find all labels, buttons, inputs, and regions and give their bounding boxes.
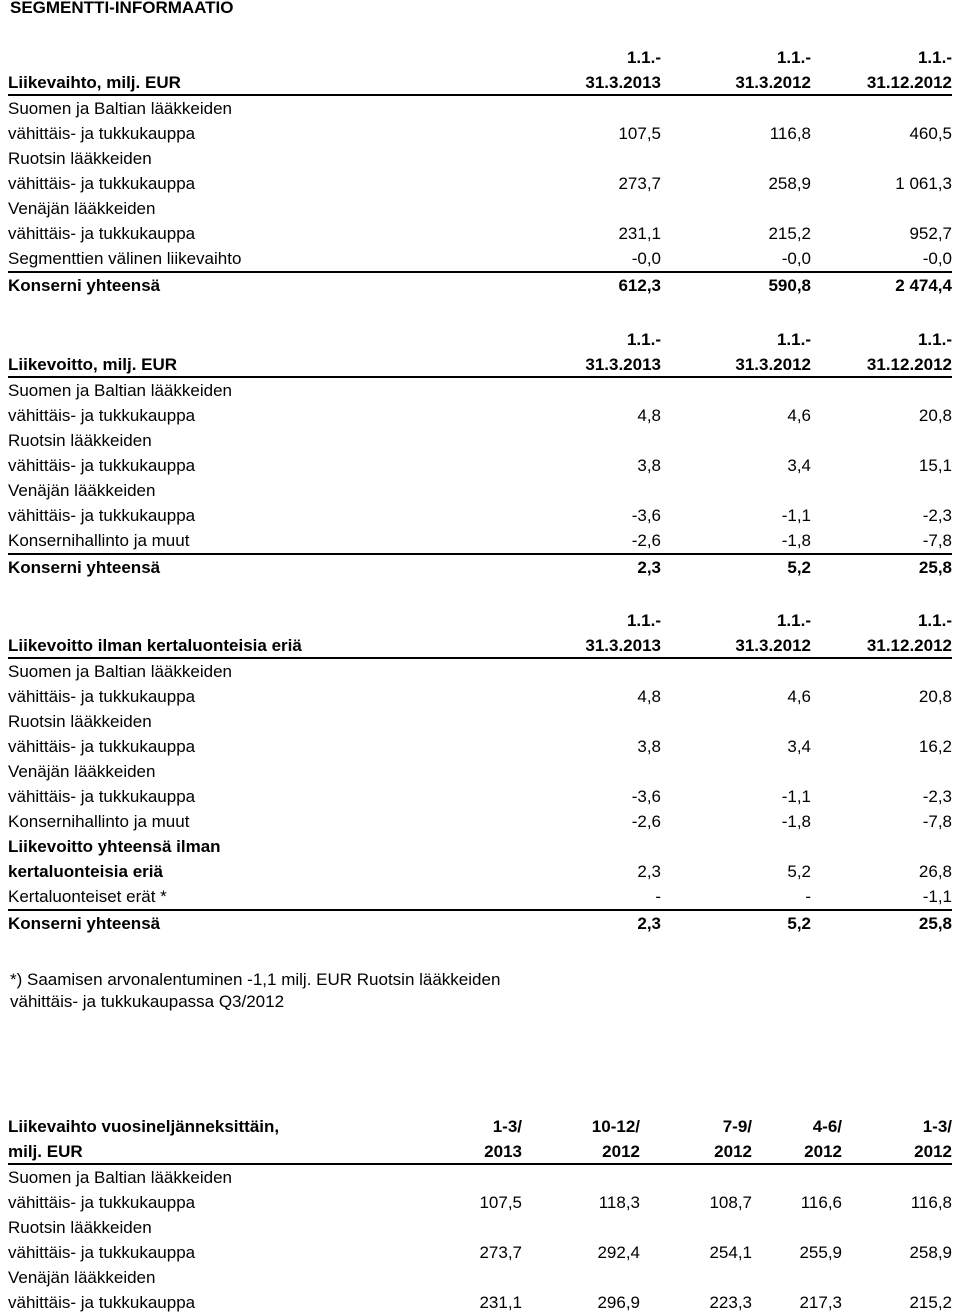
row-label: vähittäis- ja tukkukauppa xyxy=(8,124,196,143)
cell-value: 3,8 xyxy=(637,456,661,475)
cell-value: 4,8 xyxy=(637,406,661,425)
row-label: Suomen ja Baltian lääkkeiden xyxy=(8,1168,232,1187)
column-header-line1: 1.1.- xyxy=(917,330,952,349)
total-value: 590,8 xyxy=(661,272,811,301)
cell-value: 255,9 xyxy=(799,1243,842,1262)
table-row xyxy=(8,809,952,834)
column-header-line1: 1.1.- xyxy=(776,48,811,67)
row-label: Liikevoitto yhteensä ilman xyxy=(8,837,221,856)
total-row xyxy=(8,910,952,939)
row-label: vähittäis- ja tukkukauppa xyxy=(8,1193,196,1212)
table-row xyxy=(8,1164,952,1190)
table-row xyxy=(8,658,952,684)
row-label: Ruotsin lääkkeiden xyxy=(8,149,152,168)
cell-value: 107,5 xyxy=(479,1193,522,1212)
cell-value: 4,8 xyxy=(637,687,661,706)
table-row xyxy=(8,784,952,809)
cell-value: 16,2 xyxy=(918,737,952,756)
total-label: Konserni yhteensä xyxy=(8,554,428,583)
table-row xyxy=(8,1290,952,1315)
total-value: 5,2 xyxy=(661,554,811,583)
cell-value: -3,6 xyxy=(631,506,661,525)
cell-value: 4,6 xyxy=(787,687,811,706)
cell-value: -1,1 xyxy=(781,787,811,806)
row-label: Suomen ja Baltian lääkkeiden xyxy=(8,99,232,118)
table-header-label: Liikevoitto, milj. EUR xyxy=(8,351,428,377)
table-row xyxy=(8,196,952,221)
column-header-line1: 1-3/ xyxy=(492,1117,522,1136)
subtotal-row xyxy=(8,859,952,884)
column-header-line1: 1.1.- xyxy=(626,611,661,630)
row-label: vähittäis- ja tukkukauppa xyxy=(8,224,196,243)
header-label xyxy=(8,607,428,632)
column-header-line1: 10-12/ xyxy=(591,1117,640,1136)
cell-value: -2,6 xyxy=(631,531,661,550)
cell-value: -7,8 xyxy=(922,812,952,831)
subtotal-row xyxy=(8,834,952,859)
table-row xyxy=(8,759,952,784)
column-header-line2: 31.3.2013 xyxy=(428,632,661,658)
total-value: 25,8 xyxy=(811,910,952,939)
cell-value: 223,3 xyxy=(709,1293,752,1312)
row-label: vähittäis- ja tukkukauppa xyxy=(8,406,196,425)
total-label: Konserni yhteensä xyxy=(8,272,428,301)
table-row xyxy=(8,171,952,196)
cell-value: - xyxy=(655,887,661,906)
table-row xyxy=(8,503,952,528)
cell-value: 273,7 xyxy=(479,1243,522,1262)
cell-value: -1,8 xyxy=(781,812,811,831)
table-header-label: Liikevaihto, milj. EUR xyxy=(8,69,428,95)
cell-value: 952,7 xyxy=(909,224,952,243)
quarterly-revenue-table xyxy=(8,1113,952,1315)
cell-value: -1,8 xyxy=(781,531,811,550)
cell-value: 3,4 xyxy=(787,456,811,475)
table-row xyxy=(8,734,952,759)
table-row xyxy=(8,884,952,910)
cell-value: 273,7 xyxy=(618,174,661,193)
column-header-line2: 31.3.2013 xyxy=(428,351,661,377)
row-label: Venäjän lääkkeiden xyxy=(8,481,156,500)
total-value: 2 474,4 xyxy=(811,272,952,301)
table-row xyxy=(8,1190,952,1215)
cell-value: 116,8 xyxy=(769,124,811,143)
row-label: Suomen ja Baltian lääkkeiden xyxy=(8,662,232,681)
table-row xyxy=(8,146,952,171)
column-header-line2: 31.12.2012 xyxy=(811,351,952,377)
column-header-line1: 7-9/ xyxy=(722,1117,752,1136)
total-label: Konserni yhteensä xyxy=(8,910,428,939)
row-label: vähittäis- ja tukkukauppa xyxy=(8,687,196,706)
cell-value: 258,9 xyxy=(909,1243,952,1262)
cell-value: 2,3 xyxy=(637,862,661,881)
column-header-line2: 31.3.2012 xyxy=(661,632,811,658)
row-label: Venäjän lääkkeiden xyxy=(8,199,156,218)
column-header-line1: 1.1.- xyxy=(626,330,661,349)
cell-value: -2,6 xyxy=(631,812,661,831)
row-label: Konsernihallinto ja muut xyxy=(8,531,190,550)
table-row xyxy=(8,1240,952,1265)
row-label: vähittäis- ja tukkukauppa xyxy=(8,456,196,475)
cell-value: 460,5 xyxy=(909,124,952,143)
cell-value: 215,2 xyxy=(768,224,811,243)
cell-value: -0,0 xyxy=(781,249,811,268)
total-value: 25,8 xyxy=(811,554,952,583)
table-row xyxy=(8,246,952,272)
table-row xyxy=(8,221,952,246)
table-row xyxy=(8,1265,952,1290)
column-header-line1: 1-3/ xyxy=(922,1117,952,1136)
column-header-line2: 31.3.2012 xyxy=(661,351,811,377)
page-title: SEGMENTTI-INFORMAATIO xyxy=(10,0,234,17)
column-header-line2: 2013 xyxy=(428,1138,522,1164)
table-header-label: Liikevaihto vuosineljänneksittäin, xyxy=(8,1117,280,1136)
row-label: kertaluonteisia eriä xyxy=(8,862,163,881)
cell-value: -7,8 xyxy=(922,531,952,550)
cell-value: 292,4 xyxy=(597,1243,640,1262)
table-row xyxy=(8,95,952,121)
table-row xyxy=(8,1215,952,1240)
row-label: Ruotsin lääkkeiden xyxy=(8,712,152,731)
cell-value: -1,1 xyxy=(781,506,811,525)
cell-value: 116,8 xyxy=(910,1193,952,1212)
cell-value: 5,2 xyxy=(787,862,811,881)
cell-value: 231,1 xyxy=(618,224,661,243)
cell-value: 296,9 xyxy=(597,1293,640,1312)
table-row xyxy=(8,428,952,453)
table-row xyxy=(8,121,952,146)
table-row xyxy=(8,478,952,503)
row-label: vähittäis- ja tukkukauppa xyxy=(8,506,196,525)
table-row xyxy=(8,684,952,709)
column-header-line2: 2012 xyxy=(522,1138,640,1164)
row-label: vähittäis- ja tukkukauppa xyxy=(8,174,196,193)
table-row xyxy=(8,453,952,478)
row-label: Segmenttien välinen liikevaihto xyxy=(8,249,242,268)
row-label: vähittäis- ja tukkukauppa xyxy=(8,787,196,806)
cell-value: 254,1 xyxy=(709,1243,752,1262)
column-header-line1: 1.1.- xyxy=(917,611,952,630)
cell-value: -0,0 xyxy=(922,249,952,268)
total-value: 2,3 xyxy=(428,554,661,583)
cell-value: -0,0 xyxy=(631,249,661,268)
total-value: 5,2 xyxy=(661,910,811,939)
cell-value: 258,9 xyxy=(768,174,811,193)
table-header-label: milj. EUR xyxy=(8,1138,428,1164)
column-header-line2: 2012 xyxy=(640,1138,752,1164)
adjusted-profit-table xyxy=(8,607,952,939)
cell-value: 215,2 xyxy=(909,1293,952,1312)
row-label: Konsernihallinto ja muut xyxy=(8,812,190,831)
column-header-line1: 1.1.- xyxy=(626,48,661,67)
cell-value: - xyxy=(805,887,811,906)
column-header-line2: 2012 xyxy=(842,1138,952,1164)
total-value: 2,3 xyxy=(428,910,661,939)
row-label: Kertaluonteiset erät * xyxy=(8,887,167,906)
cell-value: 3,8 xyxy=(637,737,661,756)
table-row xyxy=(8,403,952,428)
row-label: Venäjän lääkkeiden xyxy=(8,762,156,781)
row-label: Venäjän lääkkeiden xyxy=(8,1268,156,1287)
table-row xyxy=(8,709,952,734)
cell-value: 231,1 xyxy=(479,1293,522,1312)
row-label: vähittäis- ja tukkukauppa xyxy=(8,737,196,756)
cell-value: -3,6 xyxy=(631,787,661,806)
header-label xyxy=(8,326,428,351)
column-header-line1: 1.1.- xyxy=(776,611,811,630)
cell-value: 3,4 xyxy=(787,737,811,756)
table-row xyxy=(8,528,952,554)
column-header-line2: 2012 xyxy=(752,1138,842,1164)
total-row xyxy=(8,554,952,583)
table-row xyxy=(8,377,952,403)
header-label xyxy=(8,44,428,69)
total-value: 612,3 xyxy=(428,272,661,301)
row-label: Ruotsin lääkkeiden xyxy=(8,431,152,450)
cell-value: 118,3 xyxy=(598,1193,640,1212)
row-label: Suomen ja Baltian lääkkeiden xyxy=(8,381,232,400)
column-header-line2: 31.3.2013 xyxy=(428,69,661,95)
cell-value: 20,8 xyxy=(918,687,952,706)
column-header-line2: 31.12.2012 xyxy=(811,69,952,95)
row-label: vähittäis- ja tukkukauppa xyxy=(8,1243,196,1262)
cell-value: 20,8 xyxy=(918,406,952,425)
column-header-line1: 1.1.- xyxy=(776,330,811,349)
column-header-line2: 31.12.2012 xyxy=(811,632,952,658)
cell-value: -2,3 xyxy=(922,506,952,525)
column-header-line1: 4-6/ xyxy=(812,1117,842,1136)
cell-value: 116,6 xyxy=(800,1193,842,1212)
cell-value: 1 061,3 xyxy=(895,174,952,193)
row-label: Ruotsin lääkkeiden xyxy=(8,1218,152,1237)
cell-value: 4,6 xyxy=(787,406,811,425)
column-header-line1: 1.1.- xyxy=(917,48,952,67)
total-row xyxy=(8,272,952,301)
revenue-table xyxy=(8,44,952,301)
footnote: *) Saamisen arvonalentuminen -1,1 milj. EUR Ruotsin lääkkeiden vähittäis- ja tukkukaupassa Q3/2012 xyxy=(10,970,501,1011)
cell-value: 26,8 xyxy=(918,862,952,881)
cell-value: 217,3 xyxy=(799,1293,842,1312)
cell-value: -2,3 xyxy=(922,787,952,806)
cell-value: 15,1 xyxy=(918,456,952,475)
cell-value: -1,1 xyxy=(922,887,952,906)
operating-profit-table xyxy=(8,326,952,583)
table-header-label: Liikevoitto ilman kertaluonteisia eriä xyxy=(8,632,428,658)
row-label: vähittäis- ja tukkukauppa xyxy=(8,1293,196,1312)
cell-value: 108,7 xyxy=(709,1193,752,1212)
column-header-line2: 31.3.2012 xyxy=(661,69,811,95)
cell-value: 107,5 xyxy=(618,124,661,143)
